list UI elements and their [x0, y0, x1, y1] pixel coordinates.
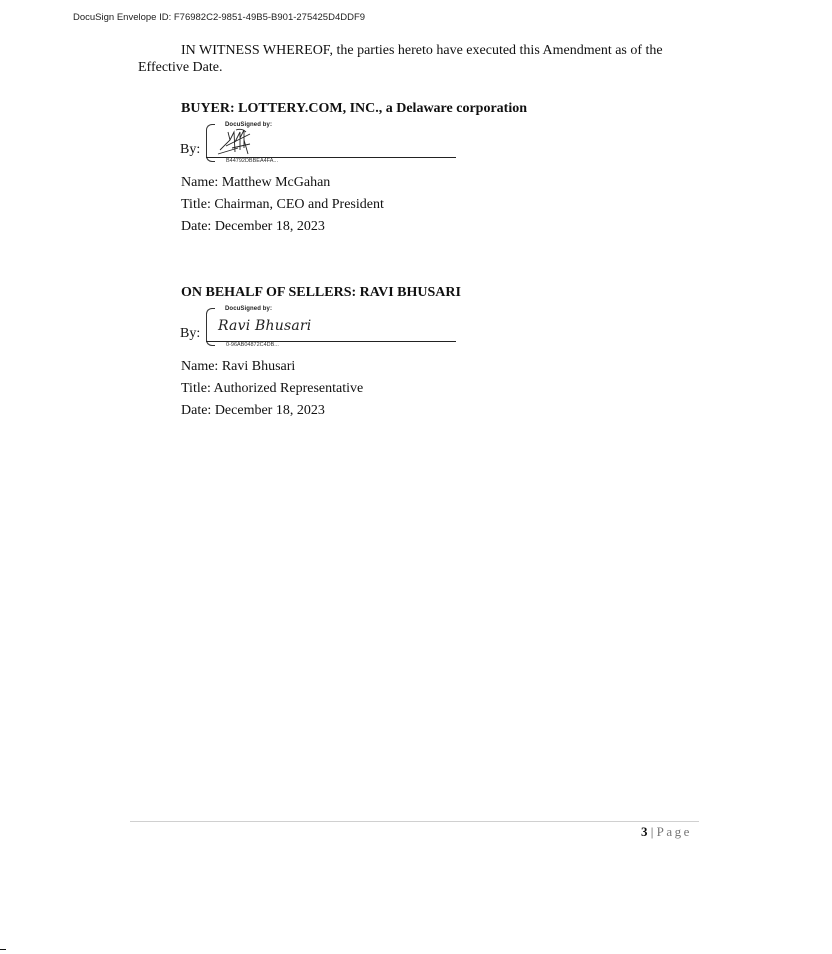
sellers-heading: ON BEHALF OF SELLERS: RAVI BHUSARI: [181, 285, 461, 300]
page-separator: |: [650, 824, 654, 839]
buyer-name: Name: Matthew McGahan: [181, 175, 331, 190]
buyer-heading: BUYER: LOTTERY.COM, INC., a Delaware corporation: [181, 101, 528, 116]
footer-rule: [130, 821, 699, 822]
sellers-signature-id: 0-96AB04872C4DB...: [226, 342, 279, 348]
page-number: 3: [641, 824, 648, 839]
buyer-date: Date: December 18, 2023: [181, 219, 325, 234]
corner-mark: [0, 949, 6, 950]
sellers-date: Date: December 18, 2023: [181, 403, 325, 418]
buyer-signature-id: B44792DBBEA4FA...: [226, 158, 278, 164]
sellers-name: Name: Ravi Bhusari: [181, 359, 296, 374]
buyer-title: Title: Chairman, CEO and President: [181, 197, 384, 212]
page-footer: [641, 824, 692, 840]
witness-line-2: Effective Date.: [138, 60, 223, 75]
envelope-id: DocuSign Envelope ID: F76982C2-9851-49B5-B901-275425D4DDF9: [73, 12, 366, 23]
sellers-signature: Ravi Bhusari: [218, 318, 312, 334]
buyer-signature-mark: [216, 128, 260, 158]
sellers-by-label: By:: [180, 326, 201, 341]
buyer-by-label: By:: [180, 142, 201, 157]
sellers-title: Title: Authorized Representative: [181, 381, 364, 396]
witness-line-1: IN WITNESS WHEREOF, the parties hereto have executed this Amendment as of the: [181, 43, 663, 58]
sellers-docusigned-label: DocuSigned by:: [225, 306, 273, 312]
buyer-docusigned-label: DocuSigned by:: [225, 122, 273, 128]
page-word: Page: [656, 824, 692, 839]
